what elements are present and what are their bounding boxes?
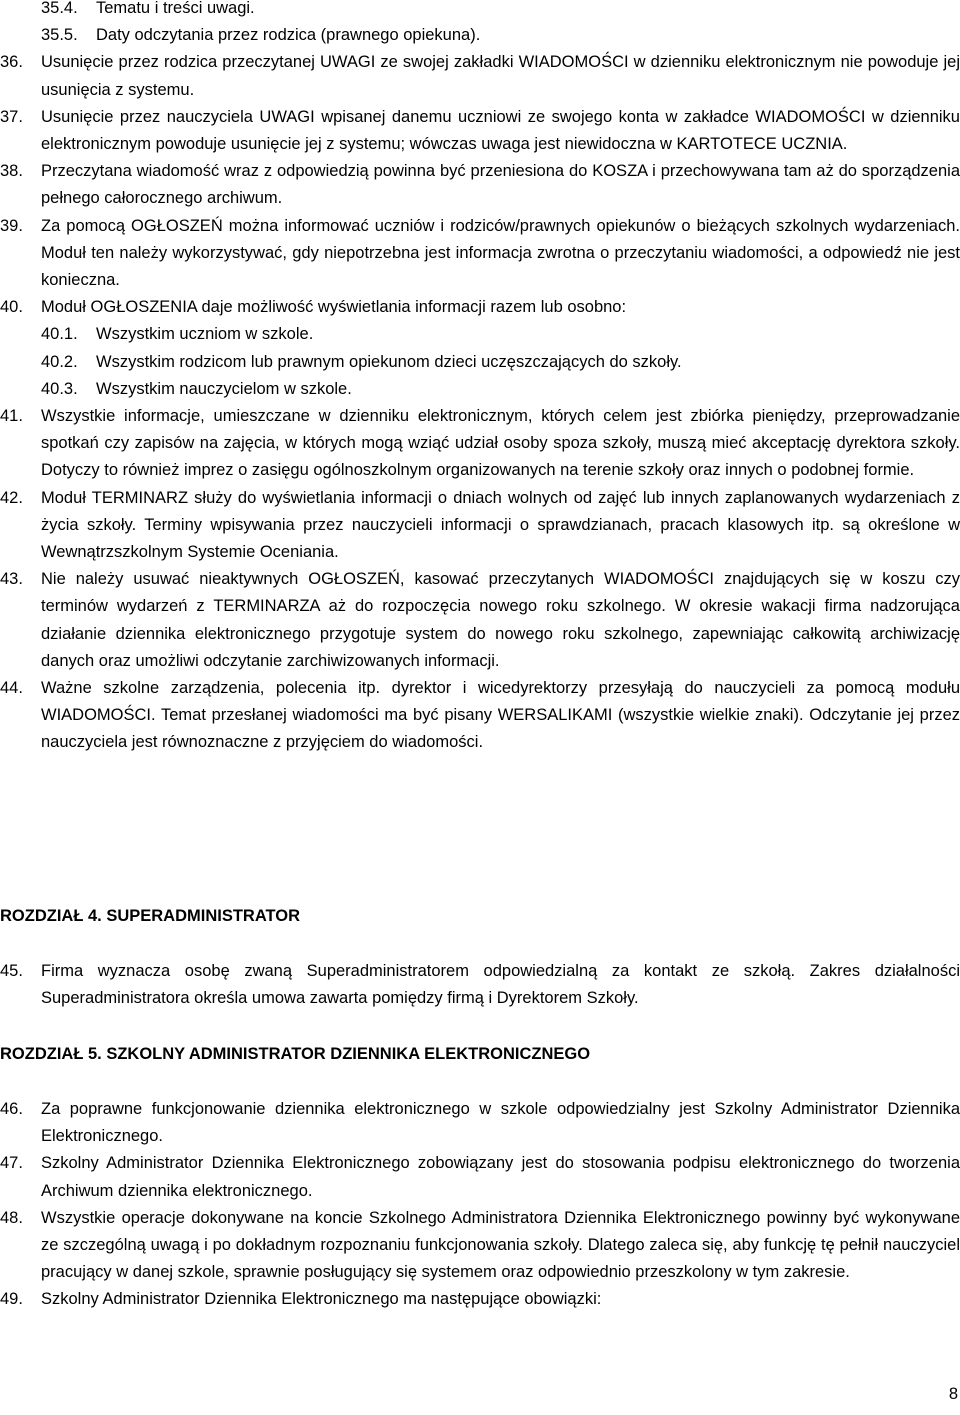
list-item bbox=[0, 213, 960, 295]
item-number: 47. bbox=[0, 1154, 23, 1173]
item-number: 40.2. bbox=[41, 352, 78, 371]
item-number: 44. bbox=[0, 679, 23, 698]
sub-list-item bbox=[0, 321, 960, 348]
list-item bbox=[0, 294, 960, 321]
chapter-4-heading: ROZDZIAŁ 4. SUPERADMINISTRATOR bbox=[0, 907, 301, 925]
chapter-5-list bbox=[0, 1096, 960, 1314]
list-item bbox=[0, 1096, 960, 1150]
item-number: 40. bbox=[0, 298, 23, 317]
item-number: 35.5. bbox=[41, 26, 78, 45]
item-number: 35.4. bbox=[41, 0, 78, 17]
item-text: Moduł OGŁOSZENIA daje możliwość wyświetlania informacji razem lub osobno: bbox=[41, 298, 627, 317]
item-text: Wszystkim rodzicom lub prawnym opiekunom dzieci uczęszczających do szkoły. bbox=[96, 352, 682, 371]
item-text: Przeczytana wiadomość wraz z odpowiedzią powinna być przeniesiona do KOSZA i przechowywana tam aż do sporządzenia pełnego całorocznego archiwum. bbox=[41, 162, 960, 208]
item-number: 40.1. bbox=[41, 325, 78, 344]
chapter-4-list bbox=[0, 958, 960, 1012]
page-number: 8 bbox=[948, 1385, 958, 1403]
list-item bbox=[0, 1205, 960, 1287]
list-item bbox=[0, 1150, 960, 1204]
item-number: 49. bbox=[0, 1290, 23, 1309]
list-item bbox=[0, 485, 960, 567]
item-text: Usunięcie przez nauczyciela UWAGI wpisanej danemu uczniowi ze swojego konta w zakładce WIADOMOŚCI w dzienniku elektronicznym powoduje usunięcie jej z systemu; wówczas uwaga jest niewidoczna w KARTOTECE UCZNIA. bbox=[41, 107, 960, 154]
item-text: Wszystkie informacje, umieszczane w dzienniku elektronicznym, których celem jest zbiórka pieniędzy, przeprowadzanie spotkań czy zapisów na zajęcia, w których mogą wziąć udział osoby spoza szkoły, muszą mieć akceptację dyrektora szkoły. Dotyczy to również imprez o zasięgu ogólnoszkolnym organizowanych na terenie szkoły oraz innych o podobnej formie. bbox=[41, 407, 960, 480]
item-number: 43. bbox=[0, 570, 23, 589]
item-number: 42. bbox=[0, 488, 23, 507]
item-number: 39. bbox=[0, 216, 23, 235]
item-number: 37. bbox=[0, 107, 23, 126]
item-text: Nie należy usuwać nieaktywnych OGŁOSZEŃ, kasować przeczytanych WIADOMOŚCI znajdujących się w koszu czy terminów wydarzeń z TERMINARZA aż do rozpoczęcia nowego roku szkolnego. W okresie wakacji firma nadzorująca działanie dziennika elektronicznego przygotuje system do nowego roku szkolnego, zapewniając całkowitą archiwizację danych oraz umożliwi odczytanie zarchiwizowanych informacji. bbox=[41, 570, 960, 670]
list-item bbox=[0, 49, 960, 103]
item-number: 45. bbox=[0, 962, 23, 980]
item-text: Wszystkie operacje dokonywane na koncie Szkolnego Administratora Dziennika Elektronicznego powinny być wykonywane ze szczególną uwagą i po dokładnym rozpoznaniu funkcjonowania szkoły. Dlatego zaleca się, aby funkcję tę pełnił nauczyciel pracujący w danej szkole, sprawnie posługujący się systemem oraz odpowiednio przeszkolony w tym zakresie. bbox=[41, 1208, 960, 1282]
item-text: Za pomocą OGŁOSZEŃ można informować uczniów i rodziców/prawnych opiekunów o bieżących szkolnych wydarzeniach. Moduł ten należy wykorzystywać, gdy niepotrzebna jest informacja zwrotna o przeczytaniu wiadomości, a odpowiedź nie jest konieczna. bbox=[41, 216, 960, 290]
item-text: Szkolny Administrator Dziennika Elektronicznego ma następujące obowiązki: bbox=[41, 1290, 602, 1309]
list-item bbox=[0, 158, 960, 212]
item-number: 48. bbox=[0, 1208, 23, 1227]
list-item bbox=[0, 403, 960, 485]
sub-list-item bbox=[0, 349, 960, 376]
sub-list-item bbox=[0, 0, 960, 22]
item-text: Usunięcie przez rodzica przeczytanej UWAGI ze swojej zakładki WIADOMOŚCI w dzienniku elektronicznym nie powoduje jej usunięcia z systemu. bbox=[41, 53, 960, 99]
item-number: 36. bbox=[0, 53, 23, 72]
item-text: Tematu i treści uwagi. bbox=[96, 0, 255, 17]
list-item bbox=[0, 958, 960, 1012]
item-text: Firma wyznacza osobę zwaną Superadministratorem odpowiedzialną za kontakt ze szkołą. Zakres działalności Superadministratora określa umowa zawarta pomiędzy firmą i Dyrektorem Szkoły. bbox=[41, 962, 960, 1008]
item-text: Ważne szkolne zarządzenia, polecenia itp. dyrektor i wicedyrektorzy przesyłają do nauczycieli za pomocą modułu WIADOMOŚCI. Temat przesłanej wiadomości ma być pisany WERSALIKAMI (wszystkie wielkie znaki). Odczytanie jej przez nauczyciela jest równoznaczne z przyjęciem do wiadomości. bbox=[41, 679, 960, 752]
item-number: 41. bbox=[0, 407, 23, 426]
sub-list-item bbox=[0, 376, 960, 403]
sub-list-item bbox=[0, 22, 960, 49]
item-number: 38. bbox=[0, 162, 23, 181]
item-text: Za poprawne funkcjonowanie dziennika elektronicznego w szkole odpowiedzialny jest Szkolny Administrator Dziennika Elektronicznego. bbox=[41, 1100, 960, 1146]
item-text: Daty odczytania przez rodzica (prawnego opiekuna). bbox=[96, 26, 481, 45]
item-number: 46. bbox=[0, 1100, 23, 1118]
list-item bbox=[0, 104, 960, 158]
list-item bbox=[0, 1286, 960, 1313]
list-item bbox=[0, 566, 960, 675]
item-text: Szkolny Administrator Dziennika Elektronicznego zobowiązany jest do stosowania podpisu elektronicznego do tworzenia Archiwum dziennika elektronicznego. bbox=[41, 1154, 960, 1200]
item-text: Wszystkim nauczycielom w szkole. bbox=[96, 379, 352, 398]
list-item bbox=[0, 675, 960, 757]
item-number: 40.3. bbox=[41, 379, 78, 398]
chapter-5-heading: ROZDZIAŁ 5. SZKOLNY ADMINISTRATOR DZIENNIKA ELEKTRONICZNEGO bbox=[0, 1045, 591, 1063]
item-text: Wszystkim uczniom w szkole. bbox=[96, 325, 314, 344]
item-text: Moduł TERMINARZ służy do wyświetlania informacji o dniach wolnych od zajęć lub innych zaplanowanych wydarzeniach z życia szkoły. Terminy wpisywania przez nauczycieli informacji o sprawdzianach, pracach klasowych itp. są określone w Wewnątrzszkolnym Systemie Oceniania. bbox=[41, 488, 960, 562]
